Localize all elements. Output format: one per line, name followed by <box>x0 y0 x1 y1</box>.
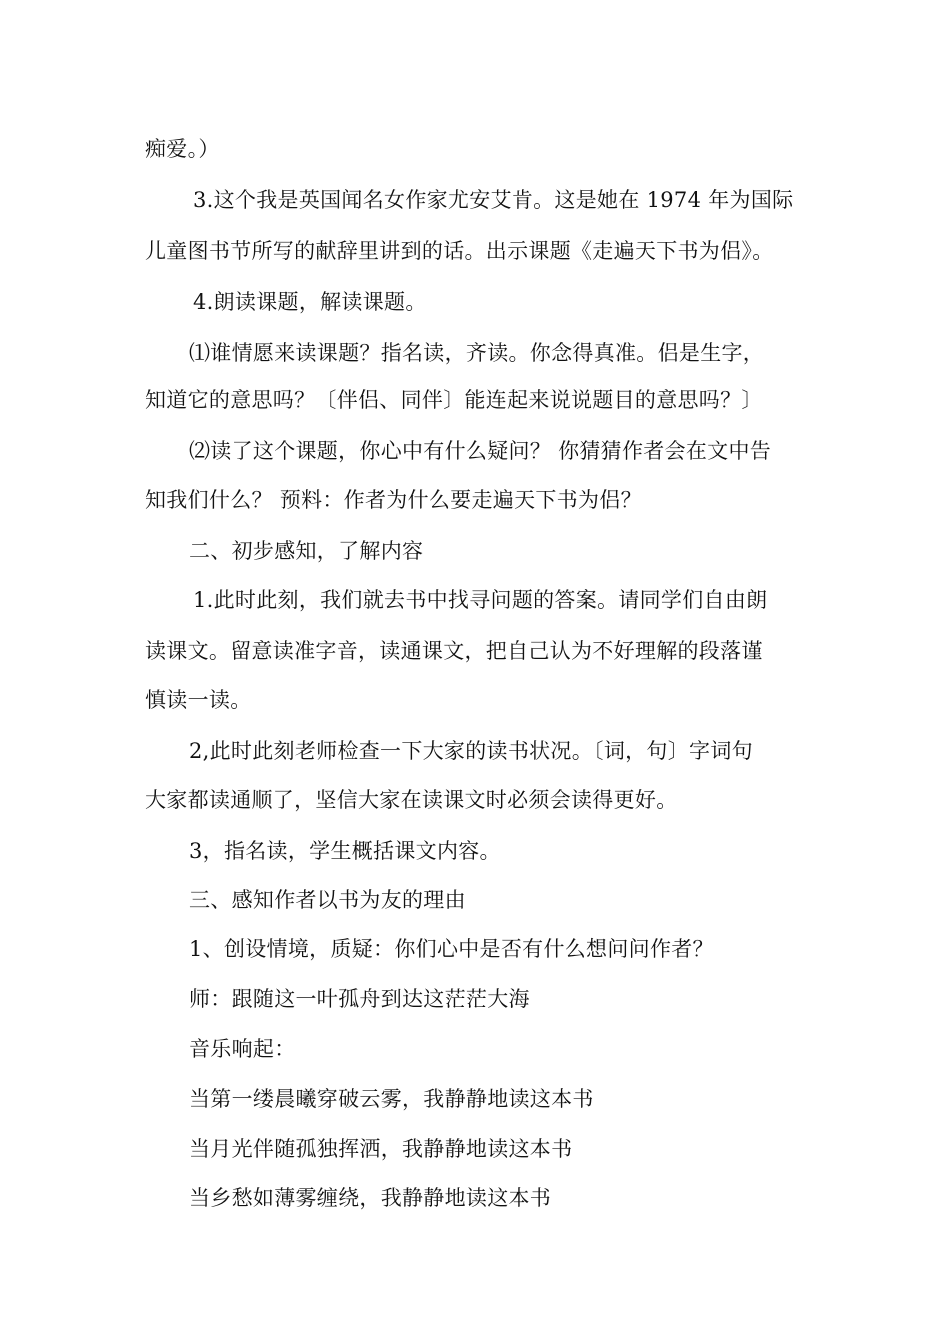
text-line-5: ⑴谁情愿来读课题？指名读，齐读。你念得真准。侣是生字， <box>189 341 765 365</box>
text-line-19: 音乐响起： <box>189 1037 296 1061</box>
text-line-20: 当第一缕晨曦穿破云雾，我静静地读这本书 <box>189 1087 594 1111</box>
text-line-9: 二、初步感知，了解内容 <box>189 539 424 563</box>
text-line-14: 大家都读通顺了，坚信大家在读课文时必须会读得更好。 <box>145 788 678 812</box>
text-line-7: ⑵读了这个课题，你心中有什么疑问？ 你猜猜作者会在文中告 <box>189 439 772 463</box>
text-line-1: 痴爱。） <box>145 137 220 161</box>
text-line-16: 三、感知作者以书为友的理由 <box>189 888 466 912</box>
text-line-8: 知我们什么？ 预料：作者为什么要走遍天下书为侣？ <box>145 488 642 512</box>
text-line-13: 2,此时此刻老师检查一下大家的读书状况。〔词，句〕字词句 <box>189 739 753 763</box>
text-line-12: 慎读一读。 <box>145 688 252 712</box>
text-line-6: 知道它的意思吗？〔伴侣、同伴〕能连起来说说题目的意思吗？〕 <box>145 388 763 412</box>
text-line-15: 3，指名读，学生概括课文内容。 <box>189 839 501 863</box>
text-line-10: 1.此时此刻，我们就去书中找寻问题的答案。请同学们自由朗 <box>193 588 768 612</box>
text-line-17: 1、创设情境，质疑：你们心中是否有什么想问问作者？ <box>189 937 714 961</box>
text-line-3: 儿童图书节所写的献辞里讲到的话。出示课题《走遍天下书为侣》。 <box>145 239 774 263</box>
text-line-2: 3.这个我是英国闻名女作家尤安艾肯。这是她在 1974 年为国际 <box>193 188 794 212</box>
text-line-11: 读课文。留意读准字音，读通课文，把自己认为不好理解的段落谨 <box>145 639 763 663</box>
text-line-22: 当乡愁如薄雾缠绕，我静静地读这本书 <box>189 1186 552 1210</box>
text-line-21: 当月光伴随孤独挥洒，我静静地读这本书 <box>189 1137 573 1161</box>
text-line-4: 4.朗读课题，解读课题。 <box>193 290 427 314</box>
text-line-18: 师：跟随这一叶孤舟到达这茫茫大海 <box>189 987 530 1011</box>
